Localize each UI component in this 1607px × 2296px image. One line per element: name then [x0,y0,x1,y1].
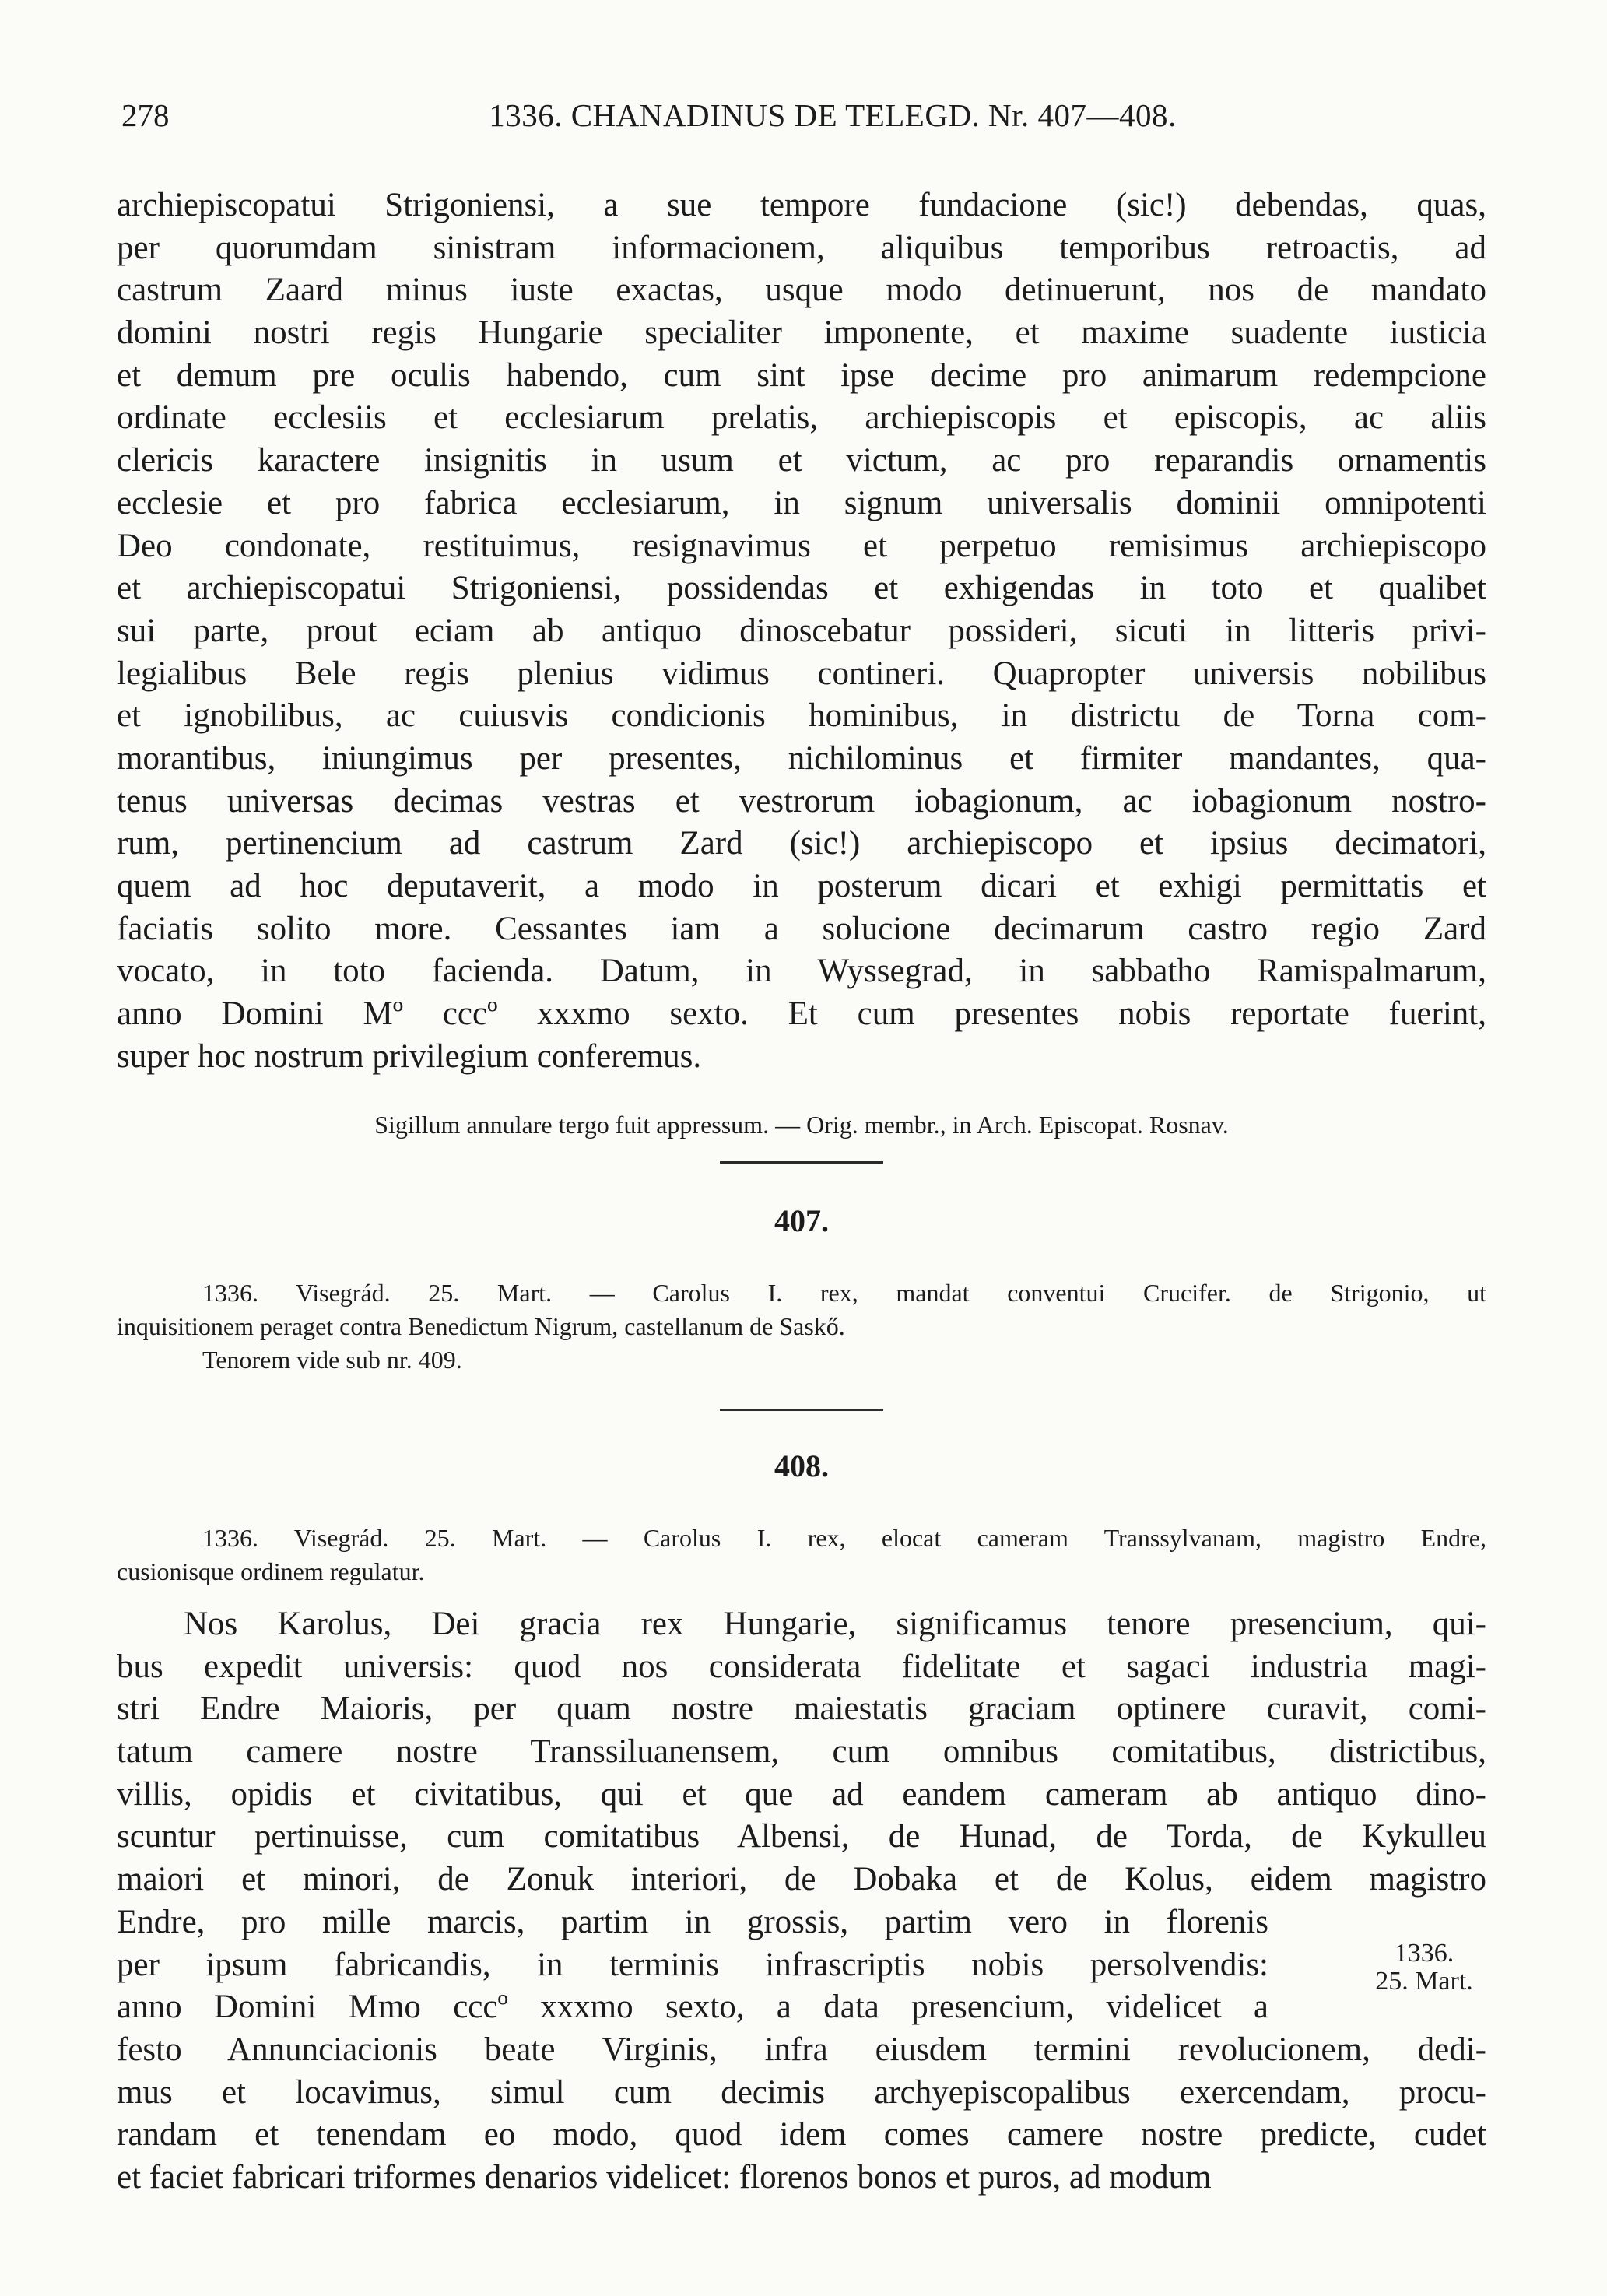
text-line: mus et locavimus, simul cum decimis archyepiscopalibus exercendam, procu- [117,2073,1486,2111]
text-line: tenus universas decimas vestras et vestrorum iobagionum, ac iobagionum nostro- [117,782,1486,820]
text-line: ordinate ecclesiis et ecclesiarum prelatis, archiepiscopis et episcopis, ac aliis [117,399,1486,437]
text-line: rum, pertinencium ad castrum Zard (sic!) archiepiscopo et ipsius decimatori, [117,825,1486,862]
text-line: castrum Zaard minus iuste exactas, usque modo detinuerunt, nos de mandato [117,272,1486,309]
text-line: clericis karactere insignitis in usum et victum, ac pro reparandis ornamentis [117,442,1486,479]
text-line: scuntur pertinuisse, cum comitatibus Albensi, de Hunad, de Torda, de Kykulleu [117,1818,1486,1855]
section-divider [720,1161,883,1164]
margin-date-day: 25. Mart. [1375,1967,1473,1996]
document-number-408: 408. [774,1448,829,1483]
text-line: et demum pre oculis habendo, cum sint ipse decime pro animarum redempcione [117,356,1486,394]
text-line: festo Annunciacionis beate Virginis, infra eiusdem termini revolucionem, dedi- [117,2031,1486,2068]
seal-note-line: Sigillum annulare tergo fuit appressum. — Orig. membr., in Arch. Episcopat. Rosnav. [374,1111,1229,1139]
text-line: villis, opidis et civitatibus, qui et que ad eandem cameram ab antiquo dino- [117,1775,1486,1813]
charter-continuation-text [117,184,1486,1078]
running-title: 1336. CHANADINUS DE TELEGD. Nr. 407—408. [489,97,1177,133]
reference-line: Tenorem vide sub nr. 409. [202,1346,462,1374]
margin-date [1354,1940,1494,1996]
text-line: tatum camere nostre Transsiluanensem, cum omnibus comitatibus, districtibus, [117,1733,1486,1771]
reference-407 [117,1343,1486,1377]
summary-line: inquisitionem peraget contra Benedictum Nigrum, castellanum de Saskő. [117,1312,845,1340]
text-line: stri Endre Maioris, per quam nostre maiestatis graciam optinere curavit, comi- [117,1690,1486,1728]
text-line: maiori et minori, de Zonuk interiori, de Dobaka et de Kolus, eidem magistro [117,1861,1486,1898]
text-line: anno Domini Mº cccº xxxmo sexto. Et cum presentes nobis reportate fuerint, [117,995,1486,1033]
margin-date-year: 1336. [1394,1939,1454,1968]
text-line: sui parte, prout eciam ab antiquo dinoscebatur possideri, sicuti in litteris privi- [117,612,1486,649]
text-line: quem ad hoc deputaverit, a modo in posterum dicari et exhigi permittatis et [117,868,1486,904]
text-line: domini nostri regis Hungarie specialiter imponente, et maxime suadente iusticia [117,314,1486,352]
text-line: Endre, pro mille marcis, partim in grossis, partim vero in florenis [117,1903,1268,1940]
document-page [117,0,1486,2296]
text-line: et faciet fabricari triformes denarios videlicet: florenos bonos et puros, ad modum [117,2158,1212,2196]
document-number-407: 407. [774,1203,829,1238]
text-line: legialibus Bele regis plenius vidimus contineri. Quapropter universis nobilibus [117,655,1486,692]
text-line: morantibus, iniungimus per presentes, nichilominus et firmiter mandantes, qua- [117,739,1486,777]
text-line: vocato, in toto facienda. Datum, in Wyssegrad, in sabbatho Ramispalmarum, [117,953,1486,990]
text-line: Nos Karolus, Dei gracia rex Hungarie, significamus tenore presencium, qui- [184,1606,1486,1642]
summary-408 [117,1522,1486,1589]
summary-407 [117,1276,1486,1343]
text-line: anno Domini Mmo cccº xxxmo sexto, a data presencium, videlicet a [117,1989,1268,2026]
text-line: archiepiscopatui Strigoniensi, a sue tempore fundacione (sic!) debendas, quas, [117,187,1486,223]
text-line: ecclesie et pro fabrica ecclesiarum, in signum universalis dominii omnipotenti [117,484,1486,521]
summary-line: 1336. Visegrád. 25. Mart. — Carolus I. rex, mandat conventui Crucifer. de Strigonio, ut [202,1279,1486,1307]
text-line: Deo condonate, restituimus, resignavimus et perpetuo remisimus archiepiscopo [117,527,1486,564]
text-line: randam et tenendam eo modo, quod idem comes camere nostre predicte, cudet [117,2116,1486,2154]
charter-408-text [117,1603,1486,2199]
page-number: 278 [121,97,170,133]
section-divider [720,1409,883,1411]
text-line: per ipsum fabricandis, in terminis infrascriptis nobis persolvendis: [117,1946,1268,1983]
text-line: super hoc nostrum privilegium conferemus. [117,1037,702,1075]
summary-line: 1336. Visegrád. 25. Mart. — Carolus I. rex, elocat cameram Transsylvanam, magistro Endre, [202,1524,1486,1552]
page-header [117,92,1486,139]
text-line: et archiepiscopatui Strigoniensi, possidendas et exhigendas in toto et qualibet [117,570,1486,607]
summary-line: cusionisque ordinem regulatur. [117,1557,425,1585]
text-line: per quorumdam sinistram informacionem, aliquibus temporibus retroactis, ad [117,229,1486,266]
text-line: et ignobilibus, ac cuiusvis condicionis hominibus, in districtu de Torna com- [117,697,1486,735]
text-line: faciatis solito more. Cessantes iam a solucione decimarum castro regio Zard [117,910,1486,947]
text-line: bus expedit universis: quod nos considerata fidelitate et sagaci industria magi- [117,1648,1486,1685]
seal-note [117,1108,1486,1142]
